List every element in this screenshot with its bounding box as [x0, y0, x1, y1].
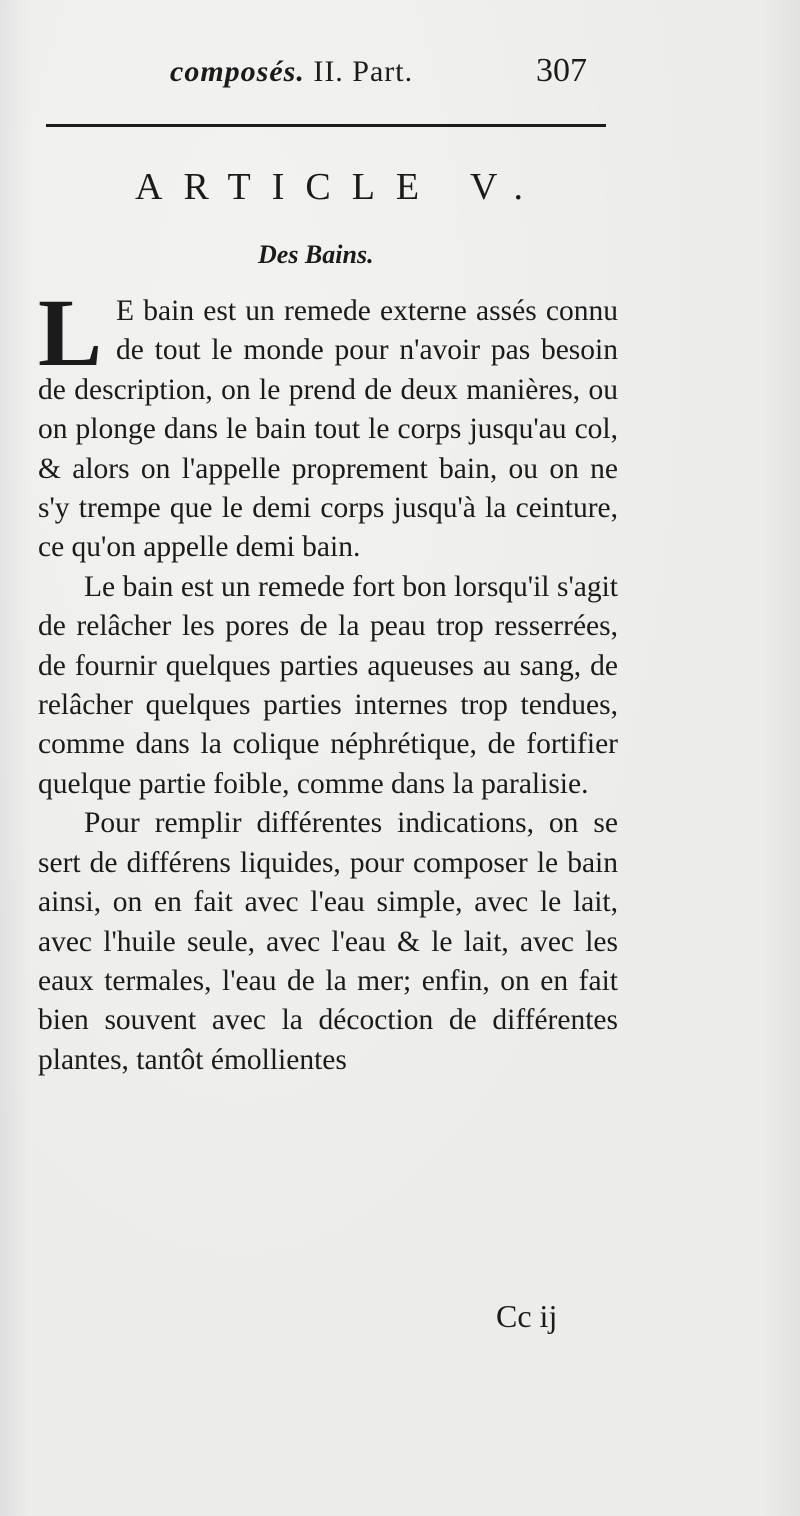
body-text [38, 279, 618, 1080]
paragraph-2: Le bain est un remede fort bon lorsqu'il s'agit de relâcher les pores de la peau trop resserrées, de fournir quelques parties aqueuses au sang, de relâcher quelques parties internes trop tendues, comme dans la colique néphrétique, de fortifier quelque partie foible, comme dans la paralisie. [38, 570, 618, 800]
running-title: composés. [170, 55, 305, 88]
paragraph-3: Pour remplir différentes indications, on se sert de différens liquides, pour composer le bain ainsi, on en fait avec l'eau simple, avec le lait, avec l'huile seule, avec l'eau & le lait, avec les eaux termales, l'eau de la mer; enfin, on en fait bien souvent avec la décoction de différentes plantes, tantôt émollientes [38, 807, 618, 1076]
drop-cap: L [38, 279, 103, 386]
header-rule [46, 124, 606, 127]
paragraph-1-text: E bain est un remede externe assés connu de tout le monde pour n'avoir pas besoin de description, on le prend de deux manières, ou on plonge dans le bain tout le corps jusqu'au col, & alors on l'appelle proprement bain, ou on ne s'y trempe que le demi corps jusqu'à la ceinture, ce qu'on appelle demi bain. [38, 295, 618, 564]
running-head [170, 55, 413, 89]
section-subtitle: Des Bains. [258, 240, 374, 269]
part-label: II. Part. [313, 55, 414, 88]
article-title: ARTICLE V. [135, 166, 544, 208]
signature-catchword: Cc ij [496, 1298, 558, 1334]
page-number: 307 [536, 52, 587, 89]
paragraph-1 [38, 279, 618, 568]
